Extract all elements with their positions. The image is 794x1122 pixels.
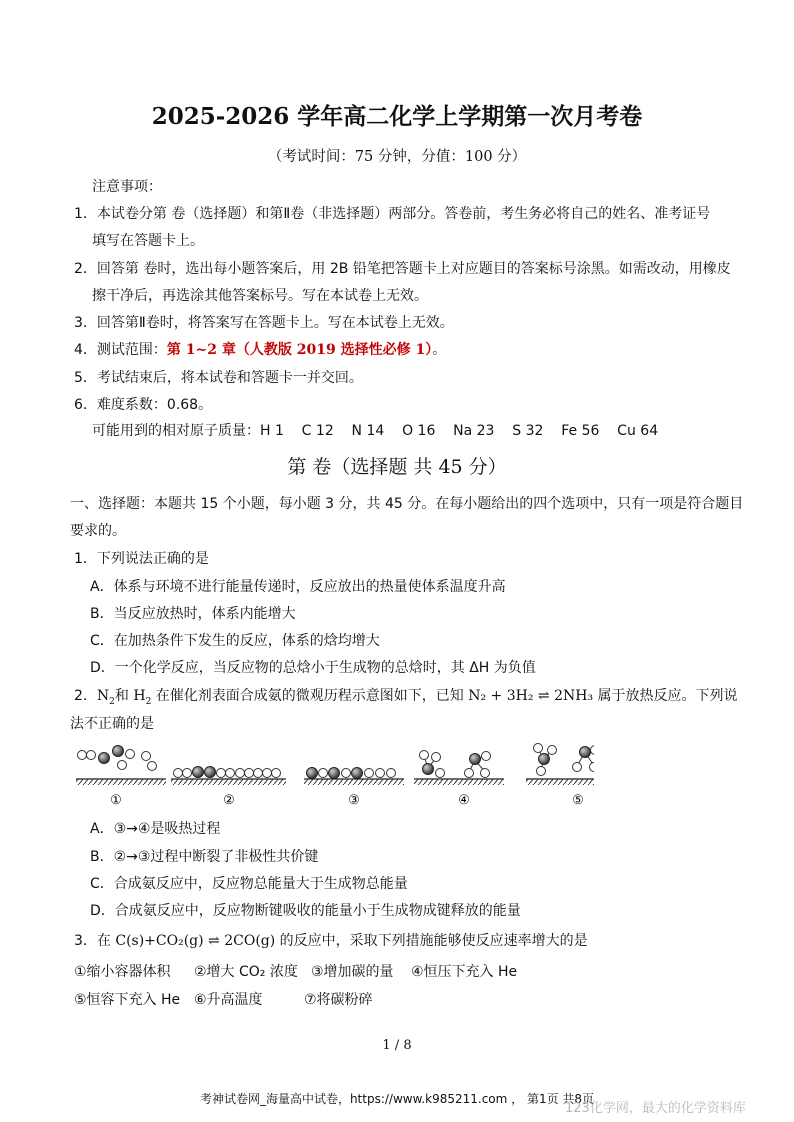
section-intro-cont: 要求的。 bbox=[70, 523, 126, 539]
q3-measure-4: ④恒压下充入 He bbox=[411, 964, 518, 980]
notice-heading: 注意事项： bbox=[92, 179, 162, 195]
step-3-panel bbox=[304, 768, 404, 786]
page-number: 1 / 8 bbox=[382, 1038, 412, 1053]
q3-equation: C(s)+CO₂(g) ⇌ 2CO(g) bbox=[115, 933, 276, 949]
section-intro: 一、选择题：本题共 15 个小题，每小题 3 分，共 45 分。在每小题给出的四个选项中，只有一项是符合题目 bbox=[70, 496, 744, 512]
notice-item-6: 6．难度系数：0.68。 bbox=[74, 397, 213, 413]
q2-equation: N₂ + 3H₂ ⇌ 2NH₃ bbox=[468, 688, 594, 704]
q2-stem: 2．$N_2$和 $H_2$ 在催化剂表面合成氨的微观历程示意图如下，已知 N₂ + 3H₂ ⇌ 2NH₃ 属于放热反应。下列说 bbox=[74, 688, 738, 707]
q3-measure-3: ③增加碳的量 bbox=[311, 964, 394, 980]
q3-measure-2: ②增大 CO₂ 浓度 bbox=[194, 964, 298, 980]
q3-measure-5: ⑤恒容下充入 He bbox=[74, 992, 181, 1008]
q3-measure-1: ①缩小容器体积 bbox=[74, 964, 171, 980]
ammonia-synthesis-diagram bbox=[74, 742, 594, 810]
step-label-3: ③ bbox=[348, 793, 360, 808]
step-label-5: ⑤ bbox=[572, 793, 584, 808]
notice-item-2-cont: 擦干净后，再选涂其他答案标号。写在本试卷上无效。 bbox=[92, 288, 428, 304]
q1-option-b: B．当反应放热时，体系内能增大 bbox=[90, 606, 296, 622]
q1-option-d: D．一个化学反应，当反应物的总焓小于生成物的总焓时，其 ΔH 为负值 bbox=[90, 660, 536, 676]
atomic-masses: 可能用到的相对原子质量：H 1 C 12 N 14 O 16 Na 23 S 32 Fe 56 Cu 64 bbox=[92, 423, 659, 439]
q2-stem-cont: 法不正确的是 bbox=[70, 716, 154, 732]
notice-item-4: 4．测试范围：第 1~2 章（人教版 2019 选择性必修 1）。 bbox=[74, 342, 447, 358]
q1-option-c: C．在加热条件下发生的反应，体系的焓均增大 bbox=[90, 633, 380, 649]
q3-stem: 3．在 C(s)+CO₂(g) ⇌ 2CO(g) 的反应中，采取下列措施能够使反应速率增大的是 bbox=[74, 933, 588, 949]
volume-title: 第 卷（选择题 共 45 分） bbox=[287, 456, 507, 478]
q3-measure-7: ⑦将碳粉碎 bbox=[304, 992, 373, 1008]
watermark: 123化学网，最大的化学资料库 bbox=[565, 1101, 746, 1116]
step-label-1: ① bbox=[110, 793, 122, 808]
notice-item-1: 1．本试卷分第 卷（选择题）和第Ⅱ卷（非选择题）两部分。答卷前，考生务必将自己的姓名、准考证号 bbox=[74, 206, 711, 222]
step-label-4: ④ bbox=[458, 793, 470, 808]
notice-item-1-cont: 填写在答题卡上。 bbox=[92, 233, 204, 249]
q2-option-b: B．②→③过程中断裂了非极性共价键 bbox=[90, 849, 319, 865]
q1-option-a: A．体系与环境不进行能量传递时，反应放出的热量使体系温度升高 bbox=[90, 579, 506, 595]
notice-item-3: 3．回答第Ⅱ卷时，将答案写在答题卡上。写在本试卷上无效。 bbox=[74, 315, 454, 331]
source-footer: 考神试卷网_海量高中试卷，https://www.k985211.com ， 第1页 共8页 bbox=[199, 1092, 595, 1106]
step-4-panel bbox=[414, 751, 504, 786]
step-2-panel bbox=[171, 767, 286, 786]
exam-subtitle: （考试时间：75 分钟，分值：100 分） bbox=[267, 149, 527, 165]
q2-option-c: C．合成氨反应中，反应物总能量大于生成物总能量 bbox=[90, 876, 408, 892]
exam-title: 2025-2026 学年高二化学上学期第一次月考卷 bbox=[151, 103, 643, 130]
notice-item-2: 2．回答第 卷时，选出每小题答案后，用 2B 铅笔把答题卡上对应题目的答案标号涂黑。如需改动，用橡皮 bbox=[74, 261, 731, 277]
step-1-panel bbox=[76, 746, 166, 786]
step-5-panel bbox=[526, 744, 594, 786]
q2-option-a: A．③→④是吸热过程 bbox=[90, 821, 221, 837]
q2-option-d: D．合成氨反应中，反应物断键吸收的能量小于生成物成键释放的能量 bbox=[90, 903, 521, 919]
test-scope: 第 1~2 章（人教版 2019 选择性必修 1） bbox=[166, 342, 433, 358]
notice-item-5: 5．考试结束后，将本试卷和答题卡一并交回。 bbox=[74, 370, 363, 386]
step-label-2: ② bbox=[223, 793, 235, 808]
q1-stem: 1．下列说法正确的是 bbox=[74, 551, 209, 567]
q3-measure-6: ⑥升高温度 bbox=[194, 992, 263, 1008]
